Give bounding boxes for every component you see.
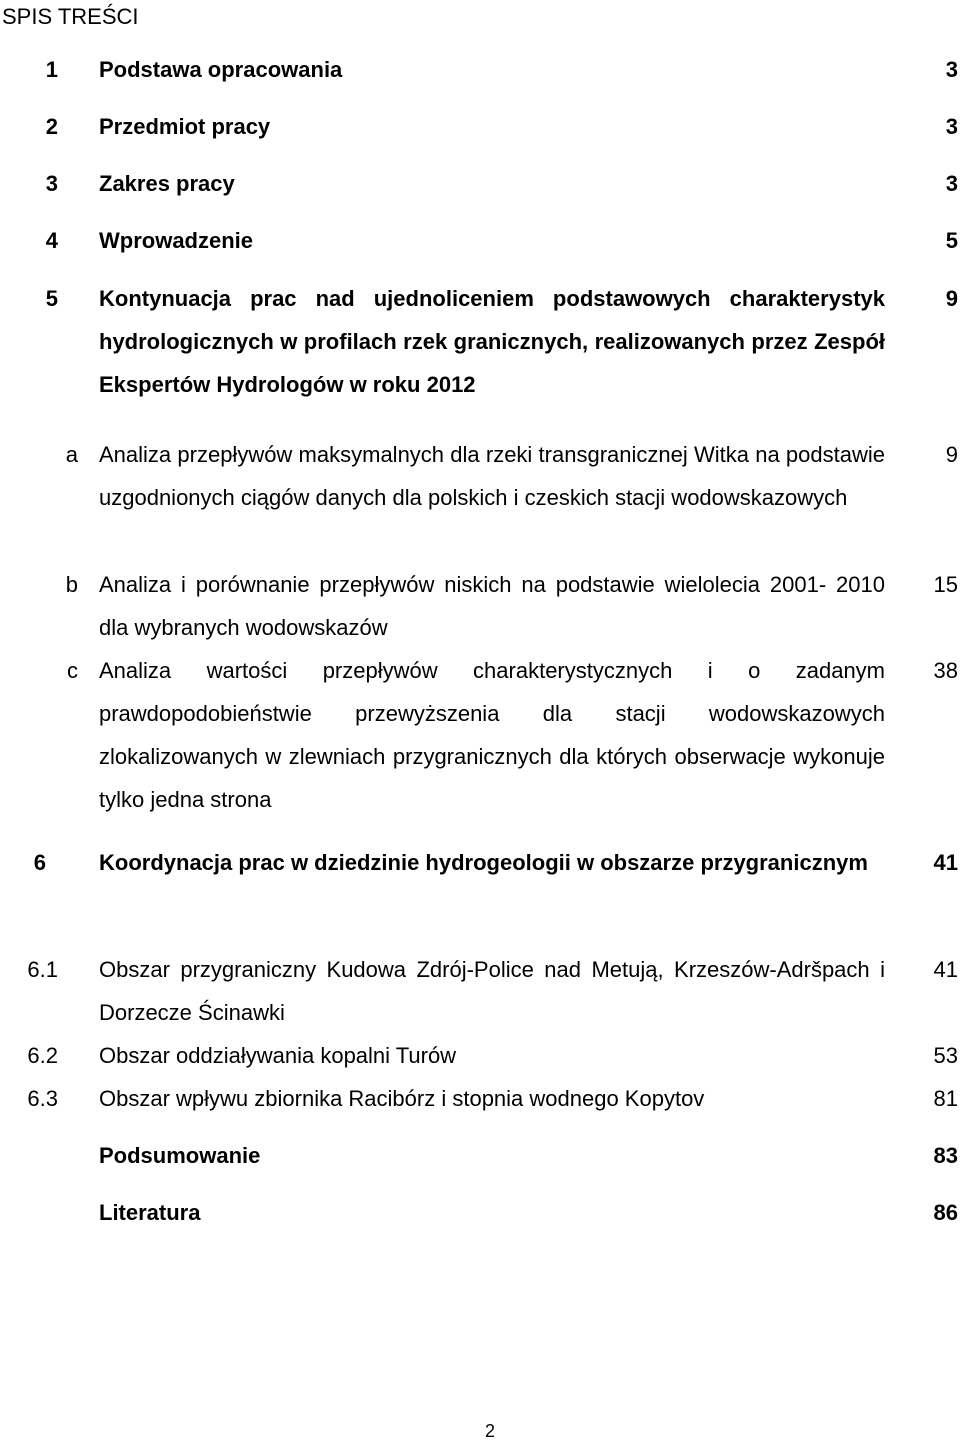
toc-entry-page: 15: [933, 572, 958, 597]
toc-entry-page: 53: [933, 1043, 958, 1068]
toc-entry-title[interactable]: Podstawa opracowania: [99, 57, 343, 82]
toc-entry-number: 5: [45, 286, 58, 311]
toc-entry-title[interactable]: Obszar oddziaływania kopalni Turów: [99, 1043, 457, 1068]
toc-entry-number: 2: [45, 114, 58, 139]
toc-entry-title[interactable]: Przedmiot pracy: [99, 114, 271, 139]
toc-entry-page: 41: [933, 850, 958, 875]
toc-entry-page: 3: [945, 114, 958, 139]
toc-entry-number: 6.3: [27, 1086, 58, 1111]
toc-entry-title[interactable]: Analiza i porównanie przepływów niskich na podstawie wielolecia 2001- 2010 dla wybranych wodowskazów: [99, 572, 885, 640]
toc-entry-title[interactable]: Obszar przygraniczny Kudowa Zdrój-Police nad Metują, Krzeszów-Adršpach i Dorzecze Ścinawki: [99, 957, 885, 1025]
toc-entry-page: 9: [945, 286, 958, 311]
page-number-value: 2: [484, 1421, 495, 1441]
toc-entry-page: 81: [933, 1086, 958, 1111]
toc-entry-number: 3: [45, 171, 58, 196]
toc-entry-title[interactable]: Obszar wpływu zbiornika Racibórz i stopnia wodnego Kopytov: [99, 1086, 705, 1111]
toc-entry-title[interactable]: Zakres pracy: [99, 171, 235, 196]
toc-entry-title[interactable]: Podsumowanie: [99, 1143, 261, 1168]
toc-entry-title[interactable]: Kontynuacja prac nad ujednoliceniem podstawowych charakterystyk hydrologicznych w profilach rzek granicznych, realizowanych przez Zespół Ekspertów Hydrologów w roku 2012: [99, 286, 885, 397]
toc-entry-number: 6: [33, 850, 46, 875]
toc-entry-title[interactable]: Analiza przepływów maksymalnych dla rzeki transgranicznej Witka na podstawie uzgodnionych ciągów danych dla polskich i czeskich stacji wodowskazowych: [99, 442, 885, 510]
toc-entry-number: b: [65, 572, 78, 597]
toc-entry-page: 86: [933, 1200, 958, 1225]
toc-entry-number: a: [65, 442, 78, 467]
toc-entry-page: 41: [933, 957, 958, 982]
toc-entry-number: 6.2: [27, 1043, 58, 1068]
toc-entry-page: 5: [945, 228, 958, 253]
toc-entry-number: 6.1: [27, 957, 58, 982]
toc-entry-title[interactable]: Analiza wartości przepływów charakterystycznych i o zadanym prawdopodobieństwie przewyższenia dla stacji wodowskazowych zlokalizowanych w zlewniach przygranicznych dla których obserwacje wykonuje tylko jedna strona: [99, 658, 885, 812]
toc-entry-page: 38: [933, 658, 958, 683]
toc-entry-page: 9: [945, 442, 958, 467]
toc-entry-title[interactable]: Wprowadzenie: [99, 228, 254, 253]
toc-entry-number: c: [67, 658, 78, 683]
toc-entry-number: 1: [45, 57, 58, 82]
page-number: [0, 1420, 960, 1442]
toc-entry-number: 4: [45, 228, 58, 253]
page-title: SPIS TREŚCI: [2, 4, 139, 29]
toc-entry-page: 3: [945, 171, 958, 196]
toc-entry-page: 83: [933, 1143, 958, 1168]
toc-entry-title[interactable]: Literatura: [99, 1200, 201, 1225]
toc-entry-title[interactable]: Koordynacja prac w dziedzinie hydrogeologii w obszarze przygranicznym: [99, 850, 868, 875]
toc-entry-page: 3: [945, 57, 958, 82]
